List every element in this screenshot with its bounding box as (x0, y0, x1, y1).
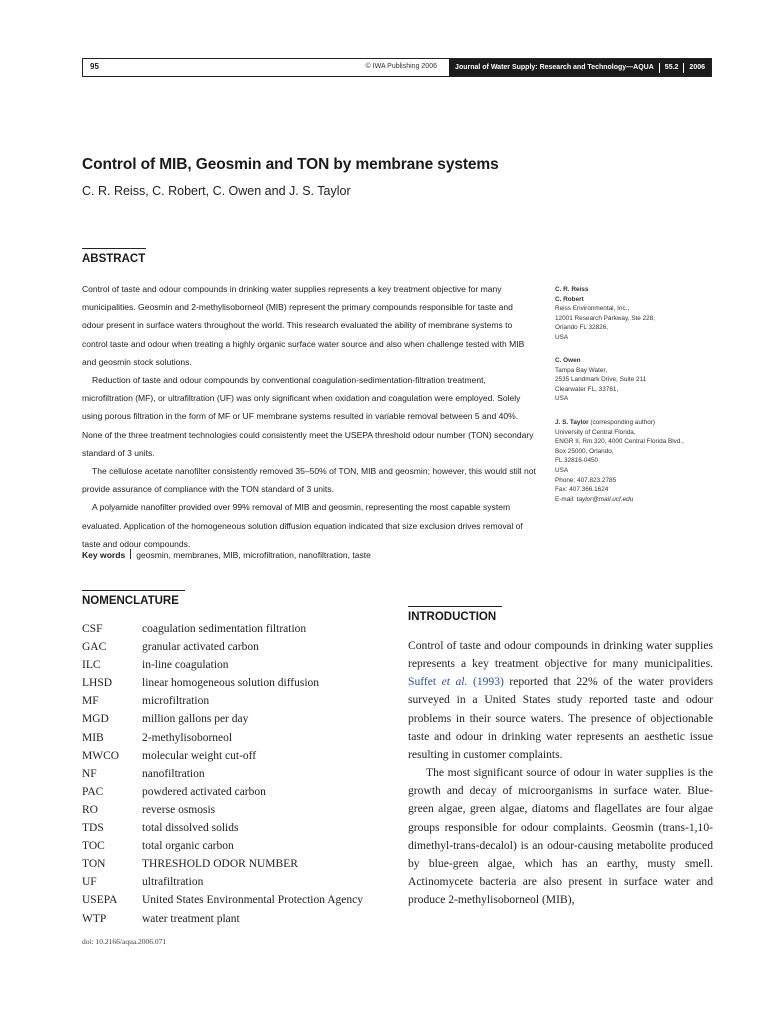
affiliation-line: USA (555, 395, 569, 403)
introduction-paragraph (408, 637, 713, 764)
affiliation-author: C. R. Reiss (555, 286, 589, 293)
nomenclature-row (82, 894, 363, 912)
nomenclature-row (82, 732, 363, 750)
affiliation-block (555, 285, 725, 343)
divider (683, 63, 684, 73)
affiliation-line: Reiss Environmental, Inc., (555, 305, 630, 313)
abbreviation: WTP (82, 912, 107, 925)
definition: total organic carbon (142, 840, 234, 853)
affiliation-block (555, 418, 725, 504)
paragraph-text: reported that 22% of the water providers surveyed in a United States study reported taste and odour problems in their source waters. The presence of objectionable taste and odour in drinking water represents an aesthetic issue resulting in customer complaints. (408, 675, 714, 761)
section-rule (82, 248, 146, 249)
affiliation-line: FL 32816-0450 (555, 457, 599, 465)
definition: total dissolved solids (142, 822, 239, 835)
nomenclature-row (82, 695, 363, 713)
introduction-heading: INTRODUCTION (408, 611, 497, 623)
definition: linear homogeneous solution diffusion (142, 677, 320, 690)
divider (659, 63, 660, 73)
definition: nanofiltration (142, 767, 205, 780)
abbreviation: LHSD (82, 677, 113, 690)
nomenclature-row (82, 750, 363, 768)
abbreviation: PAC (82, 785, 104, 798)
affiliation-author: C. Robert (555, 295, 584, 303)
abbreviation: GAC (82, 641, 107, 654)
definition: molecular weight cut-off (142, 749, 257, 762)
corresponding-author-note: (corresponding author) (590, 419, 656, 426)
introduction-body (408, 637, 713, 909)
keywords-label: Key words (82, 550, 126, 560)
abstract-body (82, 280, 537, 553)
abbreviation: TOC (82, 840, 105, 853)
nomenclature-row (82, 822, 363, 840)
citation-author[interactable]: Suffet (408, 675, 437, 689)
abstract-heading: ABSTRACT (82, 253, 146, 265)
abbreviation: NF (82, 767, 97, 780)
definition: 2-methylisoborneol (142, 731, 233, 744)
nomenclature-row (82, 768, 363, 786)
definition: microfiltration (142, 695, 210, 708)
abstract-paragraph: A polyamide nanofilter provided over 99% removal of MIB and geosmin, representing the most capable system evaluated. Application of the homogeneous solution diffusion equation indicated that size exclusion drives removal of taste and odour compounds. (82, 502, 523, 549)
introduction-paragraph: The most significant source of odour in water supplies is the growth and decay of microorganisms in surface water. Blue-green algae, green algae, diatoms and flagellates are four algae groups responsible for odour complaints. Geosmin (trans-1,10-dimethyl-trans-decalol) is an odour-causing metabolite produced by blue-green algae, which has an earthy, musty smell. Actinomycete bacteria are also present in surface water and produce 2-methylisoborneol (MIB), (408, 766, 713, 907)
affiliation-line: Box 25000, Orlando, (555, 447, 614, 455)
paragraph-text: Control of taste and odour compounds in drinking water supplies represents a key treatment objective for many municipalities. (408, 639, 713, 671)
phone-line: Phone: 407.823.2785 (555, 476, 617, 484)
definition: in-line coagulation (142, 659, 229, 672)
nomenclature-row (82, 659, 363, 677)
citation-etal[interactable]: et al. (441, 675, 468, 689)
keywords (82, 549, 371, 560)
affiliation-author: C. Owen (555, 357, 581, 364)
journal-header (82, 58, 712, 77)
journal-volume: 55.2 (664, 64, 679, 71)
abbreviation: MIB (82, 731, 104, 744)
nomenclature-row (82, 677, 363, 695)
journal-year: 2006 (689, 64, 705, 71)
doi: doi: 10.2166/aqua.2006.071 (82, 937, 167, 946)
keywords-list: geosmin, membranes, MIB, microfiltration, nanofiltration, taste (136, 550, 371, 560)
definition: granular activated carbon (142, 641, 259, 654)
abbreviation: ILC (82, 659, 101, 672)
abbreviation: TON (82, 858, 106, 871)
abbreviation: TDS (82, 822, 104, 835)
abbreviation: MF (82, 695, 99, 708)
definition: reverse osmosis (142, 803, 216, 816)
affiliation-line: Clearwater FL, 33761, (555, 385, 619, 393)
author-list: C. R. Reiss, C. Robert, C. Owen and J. S. Taylor (82, 184, 351, 198)
nomenclature-row (82, 804, 363, 822)
email-link[interactable]: taylor@mail.ucf.edu (576, 495, 634, 503)
affiliation-author: J. S. Taylor (555, 419, 589, 426)
affiliation-line: USA (555, 333, 569, 341)
nomenclature-row (82, 713, 363, 731)
nomenclature-row (82, 840, 363, 858)
nomenclature-heading: NOMENCLATURE (82, 595, 179, 607)
journal-citation-box (449, 59, 711, 76)
affiliation-line: USA (555, 466, 569, 474)
definition: water treatment plant (142, 912, 240, 925)
nomenclature-row (82, 858, 363, 876)
nomenclature-table (82, 623, 363, 931)
citation-year[interactable]: (1993) (472, 675, 504, 689)
affiliation-line: ENGR II, Rm 320, 4000 Central Florida Blvd., (555, 438, 684, 446)
abstract-paragraph: The cellulose acetate nanofilter consistently removed 35–50% of TON, MIB and geosmin; however, this would still not provide assurance of compliance with the TON standard of 3 units. (82, 466, 536, 495)
definition: THRESHOLD ODOR NUMBER (142, 858, 298, 871)
paper-title: Control of MIB, Geosmin and TON by membrane systems (82, 156, 499, 173)
page-number: 95 (90, 62, 99, 71)
abbreviation: MGD (82, 713, 109, 726)
affiliation-line: Tampa Bay Water, (555, 366, 607, 374)
abbreviation: CSF (82, 623, 103, 635)
affiliation-block (555, 356, 725, 404)
nomenclature-row (82, 786, 363, 804)
nomenclature-row (82, 876, 363, 894)
abbreviation: UF (82, 876, 97, 889)
section-rule (82, 590, 185, 591)
affiliation-line: 2535 Landmark Drive, Suite 211 (555, 376, 647, 384)
copyright: © IWA Publishing 2006 (365, 63, 437, 70)
email-label: E-mail: (555, 495, 577, 503)
nomenclature-row (82, 623, 363, 641)
nomenclature-row (82, 641, 363, 659)
definition: United States Environmental Protection Agency (142, 894, 364, 907)
nomenclature-row (82, 913, 363, 931)
abbreviation: USEPA (82, 894, 118, 907)
abbreviation: MWCO (82, 749, 120, 762)
definition: ultrafiltration (142, 876, 204, 889)
definition: powdered activated carbon (142, 785, 266, 798)
affiliation-line: Orlando FL 32826, (555, 324, 609, 332)
divider (130, 549, 131, 559)
affiliation-line: 12001 Research Parkway, Ste 228, (555, 314, 656, 322)
definition: coagulation sedimentation filtration (142, 623, 307, 635)
abbreviation: RO (82, 803, 98, 816)
fax-line: Fax: 407.366.1624 (555, 486, 609, 494)
definition: million gallons per day (142, 713, 249, 726)
citation-link[interactable] (408, 675, 504, 688)
abstract-paragraph: Control of taste and odour compounds in drinking water supplies represents a key treatment objective for many municipalities. Geosmin and 2-methylisoborneol (MIB) represent the primary compounds responsible for taste and odour present in surface waters throughout the world. This research evaluated the ability of membrane systems to control taste and odour when treating a highly organic surface water source and also when challenge tested with MIB and geosmin stock solutions. (82, 284, 525, 367)
affiliation-line: University of Central Florida, (555, 428, 636, 436)
abstract-paragraph: Reduction of taste and odour compounds by conventional coagulation-sedimentation-filtration treatment, microfiltration (MF), or ultrafiltration (UF) was only significant when oxidation and coagulation were employed. Solely using porous filtration in the form of MF or UF membrane systems resulted in variable removal between 5 and 40%. None of the three treatment technologies could consistently meet the USEPA threshold odour number (TON) secondary standard of 3 units. (82, 375, 534, 458)
journal-name: Journal of Water Supply: Research and Technology—AQUA (455, 64, 654, 71)
section-rule (408, 606, 502, 607)
